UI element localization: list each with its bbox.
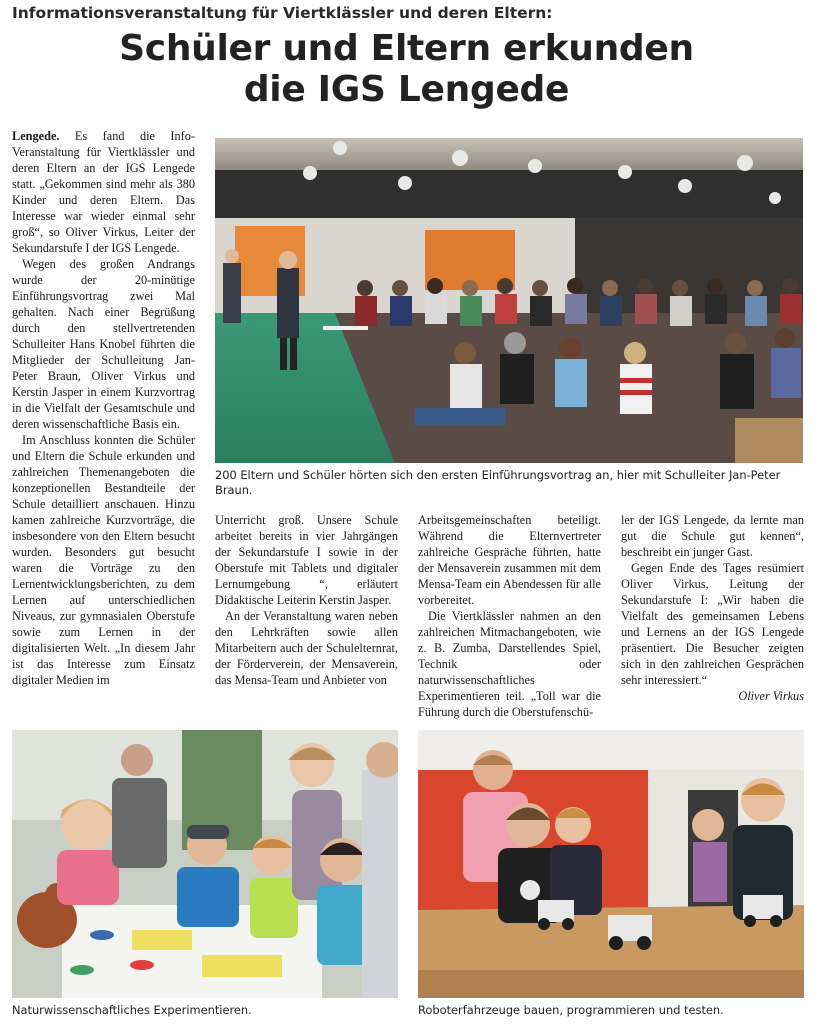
article-column-1 bbox=[12, 128, 195, 720]
article-paragraph-2: Wegen des großen Andrangs wurde der 20-minütige Einführungsvortrag zwei Mal gehalten. Nach einer Begrüßung durch den stellvertretenden Schulleiter Hans Knobel führten die Mitglieder der Schulleitung Jan-Peter Braun, Oliver Virkus und Kerstin Jasper in einem Kurzvortrag in die Vielfalt der Gesamtschule und deren wissenschaftliche Basis ein. bbox=[12, 257, 195, 431]
paragraph-1-text: Es fand die Info-Veranstaltung für Viertklässler und deren Eltern an der IGS Lengede statt. „Gekommen sind mehr als 380 Kinder und deren Eltern. Das Interesse war wieder einmal sehr groß“, so Oliver Virkus, Leiter der Sekundarstufe I der IGS Lengede. bbox=[12, 129, 195, 255]
main-photo-auditorium bbox=[215, 138, 803, 463]
kicker: Informationsveranstaltung für Viertklässler und deren Eltern: bbox=[12, 4, 553, 22]
left-photo-caption: Naturwissenschaftliches Experimentieren. bbox=[12, 1003, 252, 1017]
headline-line-1: Schüler und Eltern erkunden bbox=[119, 28, 694, 69]
article-paragraph-6: Arbeitsgemeinschaften beteiligt. Während die Elternvertreter zahlreiche Gespräche führten, hatte der Mensaverein zusammen mit dem Mensa-Team ein Abendessen für alle vorbereitet. bbox=[418, 513, 601, 607]
article-paragraph-9: Gegen Ende des Tages resümiert Oliver Virkus, Leitung der Sekundarstufe I: „Wir haben die Vielfalt des gemeinsamen Lebens und Lernens an der IGS Lengede präsentiert. Die Besucher zeigten sich in den zahlreichen Gesprächen sehr interessiert.“ bbox=[621, 561, 804, 687]
article-paragraph-5: An der Veranstaltung waren neben den Lehrkräften sowie allen Mitarbeitern auch der Schulelternrat, der Förderverein, der Mensaverein, das Mensa-Team und Anbieter von bbox=[215, 609, 398, 687]
article-column-4 bbox=[621, 512, 804, 720]
photo-science-experiment bbox=[12, 730, 398, 998]
article-paragraph-7: Die Viertklässler nahmen an den zahlreichen Mitmachangeboten, wie z. B. Zumba, Darstellendes Spiel, Technik oder naturwissenschaftliches Experimentieren teil. „Toll war die Führung durch die Oberstufenschü- bbox=[418, 609, 601, 719]
article-paragraph-1 bbox=[12, 128, 195, 256]
headline bbox=[0, 28, 813, 110]
photo-robot-building bbox=[418, 730, 804, 998]
right-photo-caption: Roboterfahrzeuge bauen, programmieren und testen. bbox=[418, 1003, 724, 1017]
article-paragraph-4: Unterricht groß. Unsere Schule arbeitet bereits in vier Jahrgängen der Sekundarstufe I sowie in der Oberstufe mit Tablets und digitaler Lernumgebung “, erläutert Didaktische Leiterin Kerstin Jasper. bbox=[215, 513, 398, 607]
main-photo-caption: 200 Eltern und Schüler hörten sich den ersten Einführungsvortrag an, hier mit Schulleiter Jan-Peter Braun. bbox=[215, 468, 781, 497]
article-column-3 bbox=[418, 512, 601, 720]
article-paragraph-8: ler der IGS Lengede, da lernte man gut die Schule gut kennen“, beschreibt ein junger Gast. bbox=[621, 513, 804, 559]
headline-line-2: die IGS Lengede bbox=[243, 69, 570, 110]
article-paragraph-3: Im Anschluss konnten die Schüler und Eltern die Schule erkunden und zahlreichen Themenangeboten die konzeptionellen Bestandteile der Schule detailliert anschauen. Hinzu kamen zahlreiche Kurzvorträge, die insbesondere von den Eltern besucht wurden. Besonders gut besucht waren die Vorträge zu den Lernentwicklungsberichten, zu dem Lernen auf unterschiedlichen Niveaus, zur gymnasialen Oberstufe sowie zum Lernen in der digitalisierten Welt. „In diesem Jahr ist das Interesse zum Einsatz digitaler Medien im bbox=[12, 433, 195, 687]
dateline: Lengede. bbox=[12, 129, 60, 143]
article-column-2 bbox=[215, 512, 398, 720]
byline: Oliver Virkus bbox=[738, 689, 804, 703]
